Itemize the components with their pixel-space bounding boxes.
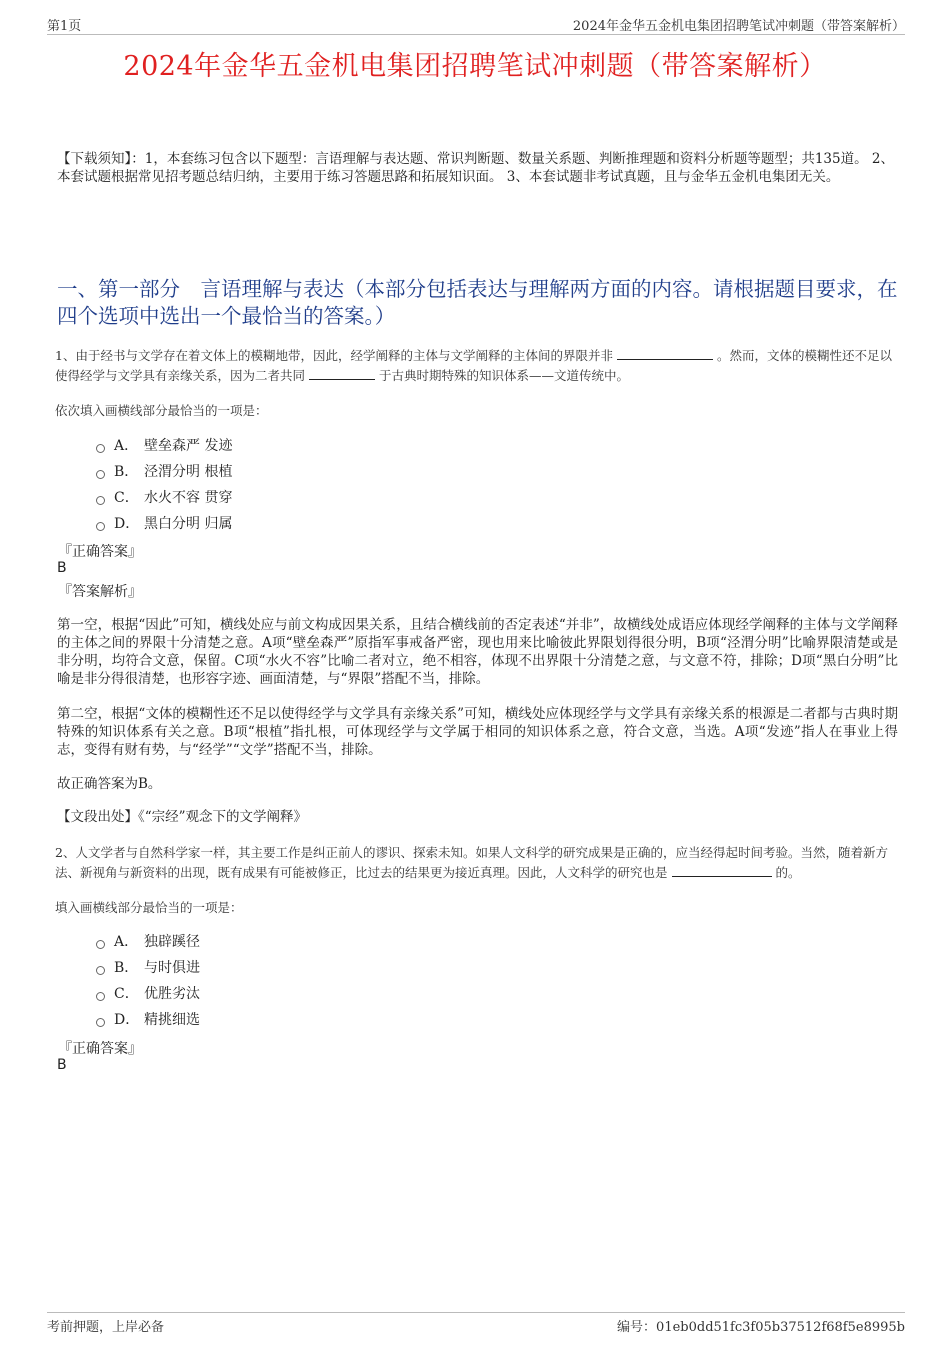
footer-doc-id: 编号：01eb0dd51fc3f05b37512f68f5e8995b (617, 1320, 905, 1335)
question-2-stem (55, 843, 898, 883)
section-heading: 一、第一部分 言语理解与表达（本部分包括表达与理解两方面的内容。请根据题目要求，在四个选项中选出一个最恰当的答案。） (57, 277, 898, 328)
option-text: 黑白分明 归属 (144, 516, 233, 532)
question-2-options (96, 928, 200, 1032)
option-a[interactable] (96, 432, 232, 458)
option-d[interactable] (96, 1006, 200, 1032)
footer-slogan: 考前押题，上岸必备 (47, 1320, 165, 1335)
option-letter: B． (114, 464, 139, 480)
option-text: 与时俱进 (144, 960, 200, 976)
question-2-prompt: 填入画横线部分最恰当的一项是： (55, 900, 243, 915)
option-text: 壁垒森严 发迹 (144, 438, 233, 454)
page-header (47, 14, 905, 35)
option-letter: B． (114, 960, 139, 976)
passage-source: 【文段出处】《“宗经”观念下的文学阐释》 (57, 809, 308, 825)
radio-icon[interactable] (96, 992, 105, 1001)
option-d[interactable] (96, 510, 232, 536)
option-text: 泾渭分明 根植 (144, 464, 233, 480)
option-letter: C． (114, 986, 139, 1002)
fill-blank-3 (672, 863, 772, 877)
option-c[interactable] (96, 484, 232, 510)
option-b[interactable] (96, 458, 232, 484)
option-letter: C． (114, 490, 139, 506)
analysis-label: 『答案解析』 (58, 584, 142, 600)
q1-stem-part1: 1、由于经书与文学存在着文体上的模糊地带，因此，经学阐释的主体与文学阐释的主体间的界限并非 (55, 348, 613, 363)
question-1-options (96, 432, 232, 536)
q1-stem-part3: 于古典时期特殊的知识体系——文道传统中。 (378, 368, 629, 383)
option-b[interactable] (96, 954, 200, 980)
option-letter: D． (114, 516, 140, 532)
download-notice: 【下载须知】：1，本套练习包含以下题型：言语理解与表达题、常识判断题、数量关系题、判断推理题和资料分析题等题型；共135道。 2、本套试题根据常见招考题总结归纳，主要用于练习答题思路和拓展知识面。 3、本套试题非考试真题，且与金华五金机电集团无关。 (57, 151, 894, 185)
radio-icon[interactable] (96, 940, 105, 949)
radio-icon[interactable] (96, 522, 105, 531)
q1-stem-part2: 。然而，文体的模糊性还不足以使得经学与文学具有亲缘关系，因为二者共同 (55, 348, 892, 383)
question-1-prompt: 依次填入画横线部分最恰当的一项是： (55, 403, 268, 418)
page-title: 2024年金华五金机电集团招聘笔试冲刺题（带答案解析） (123, 51, 827, 82)
correct-answer-value: B (57, 1057, 67, 1073)
q2-stem-part1: 2、人文学者与自然科学家一样，其主要工作是纠正前人的谬识、探索未知。如果人文科学的研究成果是正确的，应当经得起时间考验。当然，随着新方法、新视角与新资料的出现，既有成果有可能被修正，比过去的结果更为接近真理。因此，人文科学的研究也是 (55, 845, 888, 880)
radio-icon[interactable] (96, 1018, 105, 1027)
page-footer (47, 1312, 905, 1335)
radio-icon[interactable] (96, 444, 105, 453)
fill-blank-1 (617, 346, 713, 360)
correct-answer-label: 『正确答案』 (58, 544, 142, 560)
option-text: 优胜劣汰 (144, 986, 200, 1002)
option-text: 水火不容 贯穿 (144, 490, 233, 506)
header-doc-title: 2024年金华五金机电集团招聘笔试冲刺题（带答案解析） (572, 19, 905, 34)
option-a[interactable] (96, 928, 200, 954)
analysis-conclusion: 故正确答案为B。 (57, 776, 162, 792)
correct-answer-value: B (57, 560, 67, 576)
fill-blank-2 (309, 366, 375, 380)
analysis-paragraph-1: 第一空，根据“因此”可知，横线处应与前文构成因果关系，且结合横线前的否定表述“并非”，故横线处成语应体现经学阐释的主体与文学阐释的主体之间的界限十分清楚之意。A项“壁垒森严”原指军事戒备严密，现也用来比喻彼此界限划得很分明，B项“泾渭分明”比喻界限清楚或是非分明，均符合文意，保留。C项“水火不容”比喻二者对立，绝不相容，体现不出界限十分清楚之意，与文意不符，排除；D项“黑白分明”比喻是非分得很清楚，也形容字迹、画面清楚，与“界限”搭配不当，排除。 (57, 617, 898, 687)
analysis-paragraph-2: 第二空，根据“文体的模糊性还不足以使得经学与文学具有亲缘关系”可知，横线处应体现经学与文学具有亲缘关系的根源是二者都与古典时期特殊的知识体系有关之意。B项“根植”指扎根，可体现经学与文学属于相同的知识体系之意，符合文意，当选。A项“发迹”指人在事业上得志，变得有财有势，与“经学”“文学”搭配不当，排除。 (57, 706, 898, 758)
option-letter: A． (114, 934, 139, 950)
page-number: 第1页 (47, 19, 82, 34)
question-1-stem (55, 346, 898, 386)
option-text: 独辟蹊径 (144, 934, 200, 950)
option-letter: A． (114, 438, 139, 454)
option-c[interactable] (96, 980, 200, 1006)
radio-icon[interactable] (96, 496, 105, 505)
radio-icon[interactable] (96, 966, 105, 975)
option-text: 精挑细选 (144, 1012, 200, 1028)
radio-icon[interactable] (96, 470, 105, 479)
q2-stem-part2: 的。 (775, 865, 801, 880)
option-letter: D． (114, 1012, 140, 1028)
correct-answer-label: 『正确答案』 (58, 1041, 142, 1057)
